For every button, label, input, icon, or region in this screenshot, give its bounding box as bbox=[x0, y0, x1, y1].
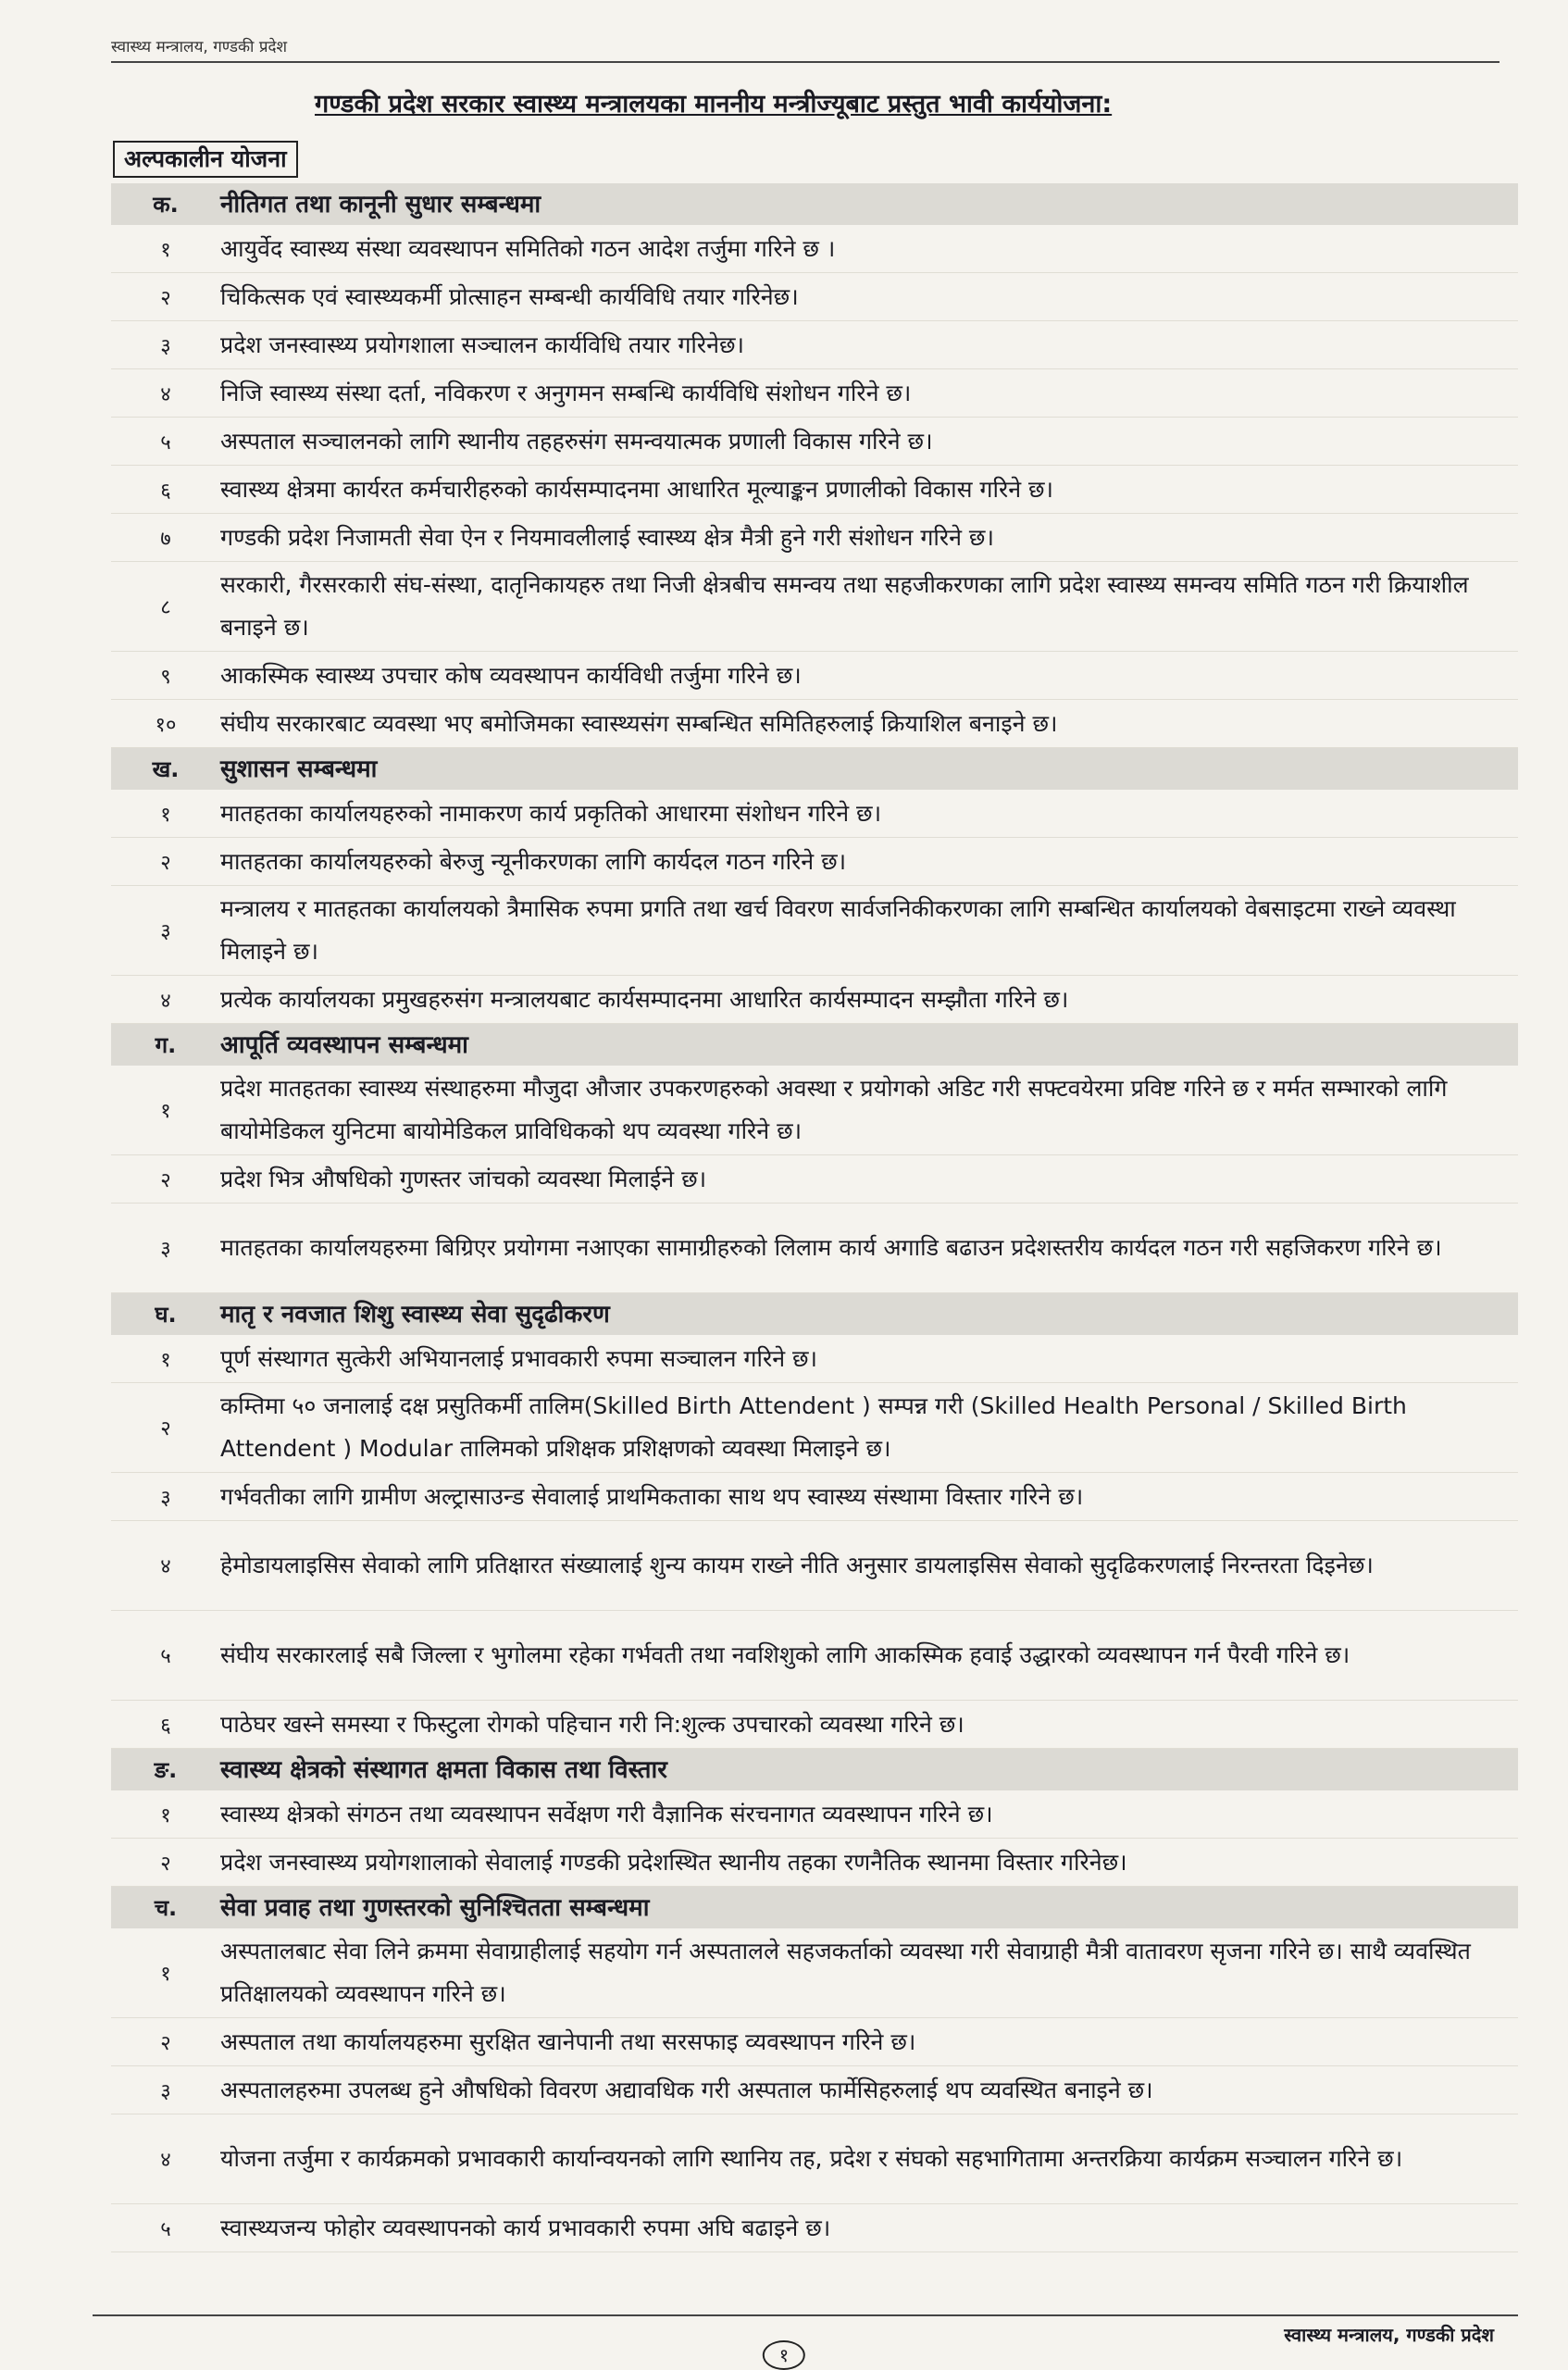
item-text: स्वास्थ्य क्षेत्रमा कार्यरत कर्मचारीहरुको कार्यसम्पादनमा आधारित मूल्याङ्कन प्रणालीको विकास गरिने छ। bbox=[220, 475, 1054, 503]
plan-item bbox=[111, 1701, 1518, 1749]
item-text: योजना तर्जुमा र कार्यक्रमको प्रभावकारी कार्यान्वयनको लागि स्थानिय तह, प्रदेश र संघको सहभागितामा अन्तरक्रिया कार्यक्रम सञ्चालन गरिने छ। bbox=[220, 2145, 1403, 2172]
section-header bbox=[111, 183, 1518, 225]
item-text: चिकित्सक एवं स्वास्थ्यकर्मी प्रोत्साहन सम्बन्धी कार्यविधि तयार गरिनेछ। bbox=[220, 282, 799, 310]
item-number: १ bbox=[160, 1100, 171, 1123]
plan-item bbox=[111, 886, 1518, 976]
plan-item bbox=[111, 1611, 1518, 1701]
item-number: ३ bbox=[160, 2079, 171, 2103]
item-number: २ bbox=[160, 286, 171, 310]
section-heading: नीतिगत तथा कानूनी सुधार सम्बन्धमा bbox=[220, 190, 541, 218]
section-heading: सेवा प्रवाह तथा गुणस्तरको सुनिश्चितता सम्बन्धमा bbox=[220, 1893, 650, 1922]
plan-item bbox=[111, 1204, 1518, 1293]
item-number: ३ bbox=[160, 1238, 171, 1261]
plan-item bbox=[111, 562, 1518, 652]
plan-item bbox=[111, 1383, 1518, 1473]
item-text: अस्पताल तथा कार्यालयहरुमा सुरक्षित खानेपानी तथा सरसफाइ व्यवस्थापन गरिने छ। bbox=[220, 2027, 916, 2055]
item-text: प्रत्येक कार्यालयका प्रमुखहरुसंग मन्त्रालयबाट कार्यसम्पादनमा आधारित कार्यसम्पादन सम्झौता गरिने छ। bbox=[220, 985, 1069, 1013]
section-heading: स्वास्थ्य क्षेत्रको संस्थागत क्षमता विकास तथा विस्तार bbox=[220, 1755, 667, 1784]
item-number: २ bbox=[160, 851, 171, 875]
item-text: आयुर्वेद स्वास्थ्य संस्था व्यवस्थापन समितिको गठन आदेश तर्जुमा गरिने छ । bbox=[220, 234, 836, 262]
item-number: ४ bbox=[160, 1555, 171, 1578]
plan-item bbox=[111, 1155, 1518, 1204]
item-text: गण्डकी प्रदेश निजामती सेवा ऐन र नियमावलीलाई स्वास्थ्य क्षेत्र मैत्री हुने गरी संशोधन गरिने छ। bbox=[220, 523, 994, 551]
item-text: गर्भवतीका लागि ग्रामीण अल्ट्रासाउन्ड सेवालाई प्राथमिकताका साथ थप स्वास्थ्य संस्थामा विस्तार गरिने छ। bbox=[220, 1482, 1084, 1510]
section-label: क. bbox=[153, 192, 179, 218]
plan-item bbox=[111, 1335, 1518, 1383]
item-number: ६ bbox=[160, 1714, 171, 1738]
item-text: प्रदेश जनस्वास्थ्य प्रयोगशाला सञ्चालन कार्यविधि तयार गरिनेछ। bbox=[220, 331, 745, 358]
plan-item bbox=[111, 1066, 1518, 1155]
plan-item bbox=[111, 2114, 1518, 2204]
plan-item bbox=[111, 652, 1518, 700]
plan-item bbox=[111, 2066, 1518, 2114]
section-header bbox=[111, 1749, 1518, 1790]
item-number: ६ bbox=[160, 479, 171, 503]
item-text: स्वास्थ्य क्षेत्रको संगठन तथा व्यवस्थापन सर्वेक्षण गरी वैज्ञानिक संरचनागत व्यवस्थापन गरिने छ। bbox=[220, 1800, 993, 1827]
plan-item bbox=[111, 514, 1518, 562]
item-text: हेमोडायलाइसिस सेवाको लागि प्रतिक्षारत संख्यालाई शुन्य कायम राख्ने नीति अनुसार डायलाइसिस सेवाको सुदृढिकरणलाई निरन्तरता दिइनेछ। bbox=[220, 1552, 1374, 1578]
plan-item bbox=[111, 369, 1518, 418]
plan-item bbox=[111, 273, 1518, 321]
item-number: ९ bbox=[160, 665, 171, 689]
section-header bbox=[111, 1887, 1518, 1928]
page-number: १ bbox=[763, 2340, 805, 2370]
running-footer: स्वास्थ्य मन्त्रालय, गण्डकी प्रदेश bbox=[1284, 2324, 1494, 2346]
section-heading: सुशासन सम्बन्धमा bbox=[220, 755, 378, 783]
section-label: ख. bbox=[152, 756, 180, 782]
item-number: ४ bbox=[160, 989, 171, 1013]
plan-item bbox=[111, 790, 1518, 838]
item-number: २ bbox=[160, 1168, 171, 1192]
item-text: मातहतका कार्यालयहरुको नामाकरण कार्य प्रकृतिको आधारमा संशोधन गरिने छ। bbox=[220, 799, 882, 827]
plan-item bbox=[111, 976, 1518, 1024]
item-text: अस्पताल सञ्चालनको लागि स्थानीय तहहरुसंग समन्वयात्मक प्रणाली विकास गरिने छ। bbox=[220, 427, 933, 455]
item-number: ४ bbox=[160, 382, 171, 406]
item-number: ५ bbox=[160, 430, 171, 455]
section-heading: मातृ र नवजात शिशु स्वास्थ्य सेवा सुदृढीकरण bbox=[220, 1300, 610, 1328]
plan-item bbox=[111, 838, 1518, 886]
section-header bbox=[111, 748, 1518, 790]
item-text: मातहतका कार्यालयहरुको बेरुजु न्यूनीकरणका लागि कार्यदल गठन गरिने छ। bbox=[220, 847, 847, 875]
item-number: ४ bbox=[160, 2149, 171, 2172]
plan-item bbox=[111, 225, 1518, 273]
page-title: गण्डकी प्रदेश सरकार स्वास्थ्य मन्त्रालयका माननीय मन्त्रीज्यूबाट प्रस्तुत भावी कार्ययोजना: bbox=[315, 90, 1113, 118]
footer-rule bbox=[93, 2314, 1518, 2316]
plan-item bbox=[111, 1473, 1518, 1521]
plan-item bbox=[111, 700, 1518, 748]
item-text: पूर्ण संस्थागत सुत्केरी अभियानलाई प्रभावकारी रुपमा सञ्चालन गरिने छ। bbox=[220, 1344, 818, 1372]
item-number: ३ bbox=[160, 334, 171, 358]
item-number: १ bbox=[160, 1803, 171, 1827]
item-number: ५ bbox=[160, 1645, 171, 1668]
item-text: प्रदेश मातहतका स्वास्थ्य संस्थाहरुमा मौजुदा औजार उपकरणहरुको अवस्था र प्रयोगको अडिट गरी सफ्टवयेरमा प्रविष्ट गरिने छ र मर्मत सम्भारको लागि बायोमेडिकल युनिटमा बायोमेडिकल प्राविधिकको थप व्यवस्था गरिने छ। bbox=[220, 1075, 1448, 1144]
item-number: ३ bbox=[160, 1486, 171, 1510]
item-text: अस्पतालहरुमा उपलब्ध हुने औषधिको विवरण अद्यावधिक गरी अस्पताल फार्मेसिहरुलाई थप व्यवस्थित बनाइने छ। bbox=[220, 2076, 1153, 2103]
section-label: घ. bbox=[155, 1302, 177, 1328]
plan-item bbox=[111, 1839, 1518, 1887]
plan-item bbox=[111, 466, 1518, 514]
item-text: सरकारी, गैरसरकारी संघ-संस्था, दातृनिकायहरु तथा निजी क्षेत्रबीच समन्वय तथा सहजीकरणका लागि प्रदेश स्वास्थ्य समन्वय समिति गठन गरी क्रियाशील बनाइने छ। bbox=[220, 571, 1469, 641]
plan-item bbox=[111, 418, 1518, 466]
header-rule bbox=[111, 61, 1500, 63]
item-number: २ bbox=[160, 1852, 171, 1876]
item-number: १ bbox=[160, 1963, 171, 1986]
short-term-plan-heading: अल्पकालीन योजना bbox=[113, 141, 298, 178]
plan-item bbox=[111, 1521, 1518, 1611]
section-label: च. bbox=[154, 1895, 178, 1921]
item-text: मन्त्रालय र मातहतका कार्यालयको त्रैमासिक रुपमा प्रगति तथा खर्च विवरण सार्वजनिकीकरणका लागि सम्बन्धित कार्यालयको वेबसाइटमा राख्ने व्यवस्था मिलाइने छ। bbox=[220, 895, 1456, 965]
item-text: आकस्मिक स्वास्थ्य उपचार कोष व्यवस्थापन कार्यविधी तर्जुमा गरिने छ। bbox=[220, 661, 802, 689]
item-text: मातहतका कार्यालयहरुमा बिग्रिएर प्रयोगमा नआएका सामाग्रीहरुको लिलाम कार्य अगाडि बढाउन प्रदेशस्तरीय कार्यदल गठन गरी सहजिकरण गरिने छ। bbox=[220, 1234, 1442, 1261]
section-label: ग. bbox=[155, 1032, 177, 1058]
item-number: २ bbox=[160, 2031, 171, 2055]
item-text: संघीय सरकारबाट व्यवस्था भए बमोजिमका स्वास्थ्यसंग सम्बन्धित समितिहरुलाई क्रियाशिल बनाइने छ। bbox=[220, 709, 1058, 737]
item-number: ८ bbox=[160, 596, 171, 619]
plan-item bbox=[111, 1928, 1518, 2018]
item-text: निजि स्वास्थ्य संस्था दर्ता, नविकरण र अनुगमन सम्बन्धि कार्यविधि संशोधन गरिने छ। bbox=[220, 379, 912, 406]
plan-item bbox=[111, 2204, 1518, 2252]
item-number: २ bbox=[160, 1417, 171, 1441]
item-text: अस्पतालबाट सेवा लिने क्रममा सेवाग्राहीलाई सहयोग गर्न अस्पतालले सहजकर्ताको व्यवस्था गरी सेवाग्राही मैत्री वातावरण सृजना गरिने छ। साथै व्यवस्थित प्रतिक्षालयको व्यवस्थापन गरिने छ। bbox=[220, 1938, 1471, 2007]
plan-table bbox=[111, 183, 1518, 2252]
section-header bbox=[111, 1293, 1518, 1335]
item-text: प्रदेश भित्र औषधिको गुणस्तर जांचको व्यवस्था मिलाईने छ। bbox=[220, 1165, 707, 1192]
item-number: ३ bbox=[160, 920, 171, 943]
item-number: १० bbox=[155, 713, 177, 737]
item-number: १ bbox=[160, 238, 171, 262]
plan-item bbox=[111, 321, 1518, 369]
item-text: कम्तिमा ५० जनालाई दक्ष प्रसुतिकर्मी तालिम(Skilled Birth Attendent ) सम्पन्न गरी (Skilled Health Personal / Skilled Birth Attendent ) Modular तालिमको प्रशिक्षक प्रशिक्षणको व्यवस्था मिलाइने छ। bbox=[220, 1392, 1407, 1462]
item-number: ७ bbox=[160, 527, 171, 551]
plan-item bbox=[111, 2018, 1518, 2066]
plan-item bbox=[111, 1790, 1518, 1839]
item-text: पाठेघर खस्ने समस्या र फिस्टुला रोगको पहिचान गरी नि:शुल्क उपचारको व्यवस्था गरिने छ। bbox=[220, 1710, 964, 1738]
item-text: प्रदेश जनस्वास्थ्य प्रयोगशालाको सेवालाई गण्डकी प्रदेशस्थित स्थानीय तहका रणनैतिक स्थानमा विस्तार गरिनेछ। bbox=[220, 1848, 1127, 1876]
section-label: ङ. bbox=[154, 1757, 178, 1783]
item-number: १ bbox=[160, 803, 171, 827]
section-header bbox=[111, 1024, 1518, 1066]
section-heading: आपूर्ति व्यवस्थापन सम्बन्धमा bbox=[220, 1030, 468, 1059]
item-text: संघीय सरकारलाई सबै जिल्ला र भुगोलमा रहेका गर्भवती तथा नवशिशुको लागि आकस्मिक हवाई उद्धारको व्यवस्थापन गर्न पैरवी गरिने छ। bbox=[220, 1641, 1350, 1668]
item-text: स्वास्थ्यजन्य फोहोर व्यवस्थापनको कार्य प्रभावकारी रुपमा अघि बढाइने छ। bbox=[220, 2214, 831, 2241]
item-number: १ bbox=[160, 1348, 171, 1372]
running-header: स्वास्थ्य मन्त्रालय, गण्डकी प्रदेश bbox=[111, 38, 288, 56]
item-number: ५ bbox=[160, 2217, 171, 2241]
